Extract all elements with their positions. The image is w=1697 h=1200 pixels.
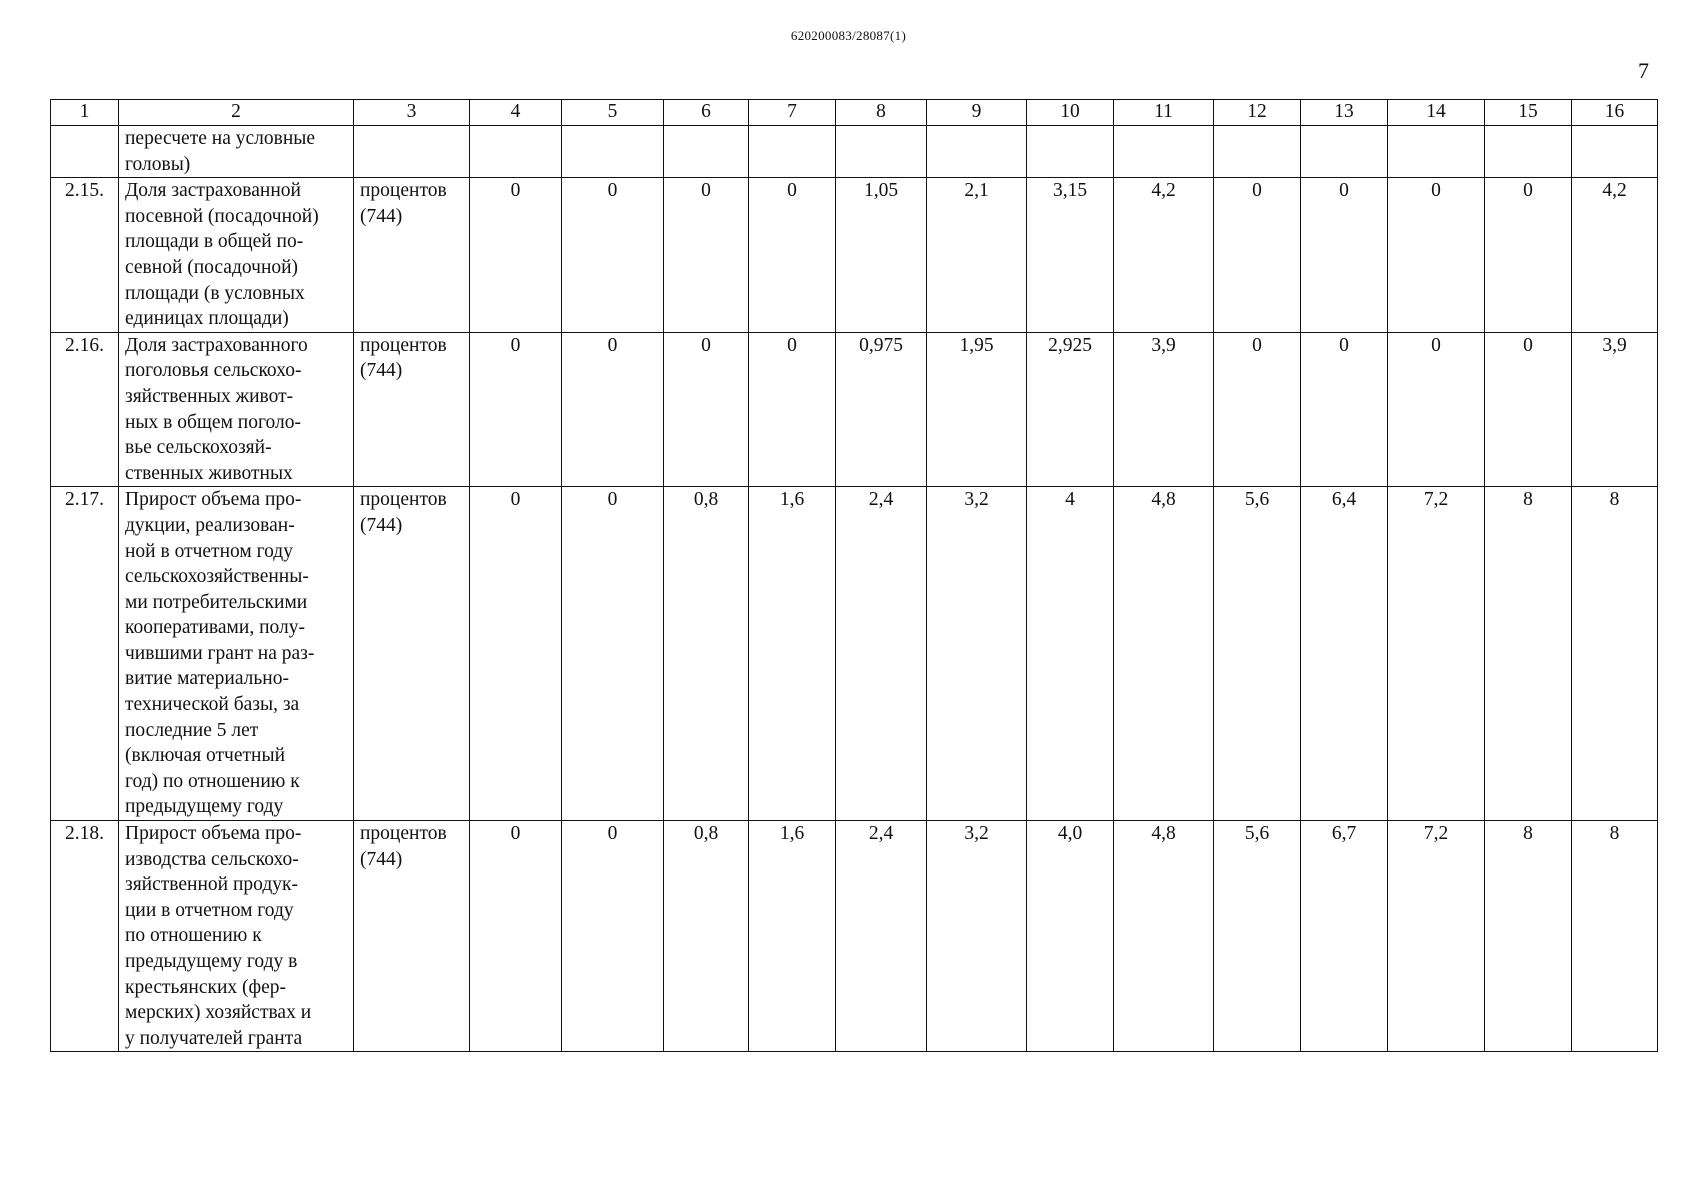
value-cell — [836, 487, 927, 821]
indicator-name-line: зяйственной продук- — [125, 874, 298, 896]
value-cell — [664, 332, 749, 487]
row-number — [51, 487, 119, 821]
unit-of-measure — [354, 178, 470, 333]
value-text: 0 — [1523, 334, 1533, 356]
value-cell — [664, 821, 749, 1052]
value-cell — [927, 126, 1027, 178]
indicator-name — [119, 487, 354, 821]
value-text: 0 — [701, 334, 711, 356]
column-header: 11 — [1114, 100, 1214, 126]
indicator-name-line: севной (посадочной) — [125, 256, 299, 278]
indicator-name-line: ной в отчетном году — [125, 540, 293, 562]
value-cell — [664, 126, 749, 178]
indicator-name-line: поголовья сельскохо- — [125, 360, 302, 382]
value-text: 2,925 — [1048, 334, 1092, 356]
value-cell — [1572, 487, 1658, 821]
value-text: 0 — [701, 180, 711, 202]
column-header: 8 — [836, 100, 927, 126]
value-cell — [1388, 332, 1485, 487]
value-cell — [1027, 332, 1114, 487]
value-cell — [1485, 487, 1572, 821]
row-number — [51, 332, 119, 487]
table-row — [51, 178, 1658, 333]
indicator-name-line: ственных животных — [125, 462, 293, 484]
value-text: 4,8 — [1151, 489, 1176, 511]
data-table — [50, 99, 1658, 1052]
column-header: 7 — [749, 100, 836, 126]
value-cell — [1388, 178, 1485, 333]
value-cell — [1214, 821, 1301, 1052]
table-row — [51, 487, 1658, 821]
column-header: 1 — [51, 100, 119, 126]
column-header: 10 — [1027, 100, 1114, 126]
value-text: 3,15 — [1052, 180, 1088, 202]
value-text: 0 — [1431, 180, 1441, 202]
column-header: 3 — [354, 100, 470, 126]
value-cell — [927, 487, 1027, 821]
value-cell — [470, 487, 562, 821]
value-text: 0 — [1339, 334, 1349, 356]
value-cell — [1114, 332, 1214, 487]
value-text: 0 — [510, 823, 521, 845]
value-text: 0,8 — [693, 823, 719, 845]
value-cell — [1485, 178, 1572, 333]
indicator-name-line: посевной (посадочной) — [125, 205, 319, 227]
value-text: 1,6 — [779, 823, 805, 845]
value-text: 0 — [787, 180, 797, 202]
table-row — [51, 126, 1658, 178]
unit-line: (744) — [360, 205, 403, 227]
value-cell — [836, 332, 927, 487]
value-text: 4,2 — [1151, 180, 1176, 202]
value-text: 0 — [607, 823, 618, 845]
value-text: 0,975 — [859, 334, 903, 356]
table-row — [51, 821, 1658, 1052]
value-cell — [749, 178, 836, 333]
value-cell — [1388, 821, 1485, 1052]
value-cell — [1214, 487, 1301, 821]
indicator-name-line: ции в отчетном году — [125, 899, 294, 921]
row-number — [51, 821, 119, 1052]
value-cell — [836, 178, 927, 333]
indicator-name-line: Прирост объема про- — [125, 489, 302, 511]
value-text: 4,2 — [1602, 180, 1627, 202]
value-cell — [470, 126, 562, 178]
indicator-name-line: кооперативами, полу- — [125, 617, 305, 639]
value-cell — [1214, 332, 1301, 487]
indicator-name — [119, 126, 354, 178]
value-cell — [1114, 487, 1214, 821]
unit-line: процентов — [360, 334, 447, 356]
value-text: 0,8 — [693, 489, 719, 511]
value-text: 3,2 — [964, 489, 989, 511]
value-cell — [749, 126, 836, 178]
unit-line: процентов — [360, 489, 447, 511]
value-cell — [470, 178, 562, 333]
value-text: 2,4 — [868, 489, 894, 511]
value-text: 8 — [1609, 489, 1620, 511]
value-text: 1,6 — [779, 489, 805, 511]
value-text: 8 — [1609, 823, 1620, 845]
row-number-text: 2.15. — [65, 180, 104, 202]
indicator-name-line: мерских) хозяйствах и — [125, 1002, 312, 1024]
value-cell — [1301, 821, 1388, 1052]
value-text: 7,2 — [1423, 489, 1449, 511]
indicator-name-line: сельскохозяйственны- — [125, 566, 309, 588]
indicator-name-line: Прирост объема про- — [125, 823, 302, 845]
value-cell — [562, 178, 664, 333]
value-text: 0 — [1252, 180, 1262, 202]
indicator-name — [119, 821, 354, 1052]
indicator-name-line: по отношению к — [125, 925, 262, 947]
indicator-name-line: пересчете на условные — [125, 128, 316, 149]
value-cell — [1027, 821, 1114, 1052]
unit-line: процентов — [360, 823, 447, 845]
column-header: 12 — [1214, 100, 1301, 126]
value-cell — [1301, 332, 1388, 487]
value-cell — [1114, 821, 1214, 1052]
value-text: 3,9 — [1602, 334, 1627, 356]
value-cell — [749, 487, 836, 821]
unit-line: процентов — [360, 180, 447, 202]
indicator-name — [119, 332, 354, 487]
value-text: 0 — [510, 334, 521, 356]
indicator-name-line: чившими грант на раз- — [125, 642, 315, 664]
indicator-name-line: предыдущему году — [125, 796, 284, 818]
row-number — [51, 178, 119, 333]
value-text: 0 — [607, 180, 618, 202]
value-cell — [1388, 487, 1485, 821]
document-id: 620200083/28087(1) — [790, 28, 907, 43]
indicator-name-line: год) по отношению к — [125, 770, 300, 792]
indicator-name-line: у получателей гранта — [125, 1027, 303, 1049]
column-header: 9 — [927, 100, 1027, 126]
value-cell — [927, 332, 1027, 487]
value-cell — [562, 332, 664, 487]
value-text: 1,05 — [863, 180, 899, 202]
indicator-name-line: витие материально- — [125, 668, 289, 690]
indicator-name-line: последние 5 лет — [125, 719, 259, 741]
value-cell — [470, 821, 562, 1052]
value-text: 0 — [1252, 334, 1262, 356]
value-text: 5,6 — [1244, 489, 1270, 511]
value-text: 7,2 — [1423, 823, 1449, 845]
unit-of-measure — [354, 126, 470, 178]
value-text: 0 — [1431, 334, 1441, 356]
value-cell — [1027, 178, 1114, 333]
table-row — [51, 332, 1658, 487]
column-header: 13 — [1301, 100, 1388, 126]
unit-of-measure — [354, 487, 470, 821]
value-cell — [1485, 332, 1572, 487]
value-text: 8 — [1523, 489, 1533, 511]
unit-of-measure — [354, 821, 470, 1052]
value-text: 4,8 — [1151, 823, 1176, 845]
unit-line: (744) — [360, 360, 403, 382]
column-header: 14 — [1388, 100, 1485, 126]
value-text: 1,95 — [959, 334, 994, 356]
column-header: 2 — [119, 100, 354, 126]
value-cell — [1572, 332, 1658, 487]
value-cell — [1485, 821, 1572, 1052]
value-cell — [1572, 178, 1658, 333]
row-number-text: 2.18. — [65, 823, 104, 845]
value-cell — [562, 487, 664, 821]
value-text: 0 — [607, 334, 618, 356]
value-cell — [562, 126, 664, 178]
indicator-name-line: единицах площади) — [125, 308, 289, 330]
value-cell — [1214, 178, 1301, 333]
indicator-name-line: ми потребительскими — [125, 591, 308, 613]
value-text: 6,7 — [1331, 823, 1357, 845]
value-text: 6,4 — [1331, 489, 1357, 511]
value-cell — [836, 126, 927, 178]
value-cell — [664, 178, 749, 333]
value-cell — [1301, 126, 1388, 178]
indicator-name-line: вье сельскохозяй- — [125, 437, 272, 459]
value-cell — [470, 332, 562, 487]
value-text: 4 — [1065, 489, 1075, 511]
value-text: 0 — [607, 489, 618, 511]
row-number — [51, 126, 119, 178]
indicator-name-line: крестьянских (фер- — [125, 976, 287, 998]
indicator-name-line: Доля застрахованной — [125, 180, 301, 202]
column-header: 5 — [562, 100, 664, 126]
indicator-name-line: изводства сельскохо- — [125, 848, 299, 870]
indicator-name-line: площади (в условных — [125, 282, 305, 304]
value-text: 0 — [510, 489, 521, 511]
column-header: 16 — [1572, 100, 1658, 126]
value-text: 3,2 — [964, 823, 989, 845]
value-cell — [1572, 126, 1658, 178]
value-cell — [1301, 178, 1388, 333]
indicator-name-line: Доля застрахованного — [125, 334, 308, 356]
unit-line: (744) — [360, 848, 403, 870]
value-text: 0 — [1523, 180, 1533, 202]
column-header: 15 — [1485, 100, 1572, 126]
value-cell — [1027, 126, 1114, 178]
indicator-name-line: ных в общем поголо- — [125, 411, 301, 433]
indicator-name-line: зяйственных живот- — [125, 385, 294, 407]
value-text: 4,0 — [1057, 823, 1083, 845]
indicator-name-line: дукции, реализован- — [125, 514, 295, 536]
value-cell — [1572, 821, 1658, 1052]
value-cell — [1214, 126, 1301, 178]
value-cell — [1388, 126, 1485, 178]
value-cell — [1301, 487, 1388, 821]
value-cell — [749, 821, 836, 1052]
value-text: 2,1 — [964, 180, 989, 202]
indicator-name-line: площади в общей по- — [125, 231, 304, 253]
value-cell — [664, 487, 749, 821]
value-cell — [1027, 487, 1114, 821]
value-text: 3,9 — [1151, 334, 1176, 356]
value-cell — [1114, 126, 1214, 178]
value-text: 2,4 — [868, 823, 894, 845]
page-number: 7 — [1638, 58, 1649, 83]
indicator-name-line: технической базы, за — [125, 694, 300, 716]
unit-line: (744) — [360, 514, 403, 536]
indicator-name-line: (включая отчетный — [125, 745, 286, 767]
value-cell — [836, 821, 927, 1052]
value-text: 0 — [1339, 180, 1349, 202]
indicator-name-line: головы) — [125, 153, 191, 175]
value-cell — [562, 821, 664, 1052]
column-header: 4 — [470, 100, 562, 126]
value-text: 0 — [787, 334, 797, 356]
value-cell — [927, 178, 1027, 333]
indicator-name-line: предыдущему году в — [125, 951, 298, 972]
row-number-text: 2.17. — [65, 489, 104, 511]
column-header: 6 — [664, 100, 749, 126]
value-cell — [1485, 126, 1572, 178]
value-cell — [927, 821, 1027, 1052]
value-cell — [749, 332, 836, 487]
value-cell — [1114, 178, 1214, 333]
value-text: 0 — [510, 180, 521, 202]
value-text: 5,6 — [1244, 823, 1270, 845]
column-number-row — [51, 100, 1658, 126]
value-text: 8 — [1523, 823, 1533, 845]
unit-of-measure — [354, 332, 470, 487]
indicator-name — [119, 178, 354, 333]
row-number-text: 2.16. — [65, 334, 104, 356]
